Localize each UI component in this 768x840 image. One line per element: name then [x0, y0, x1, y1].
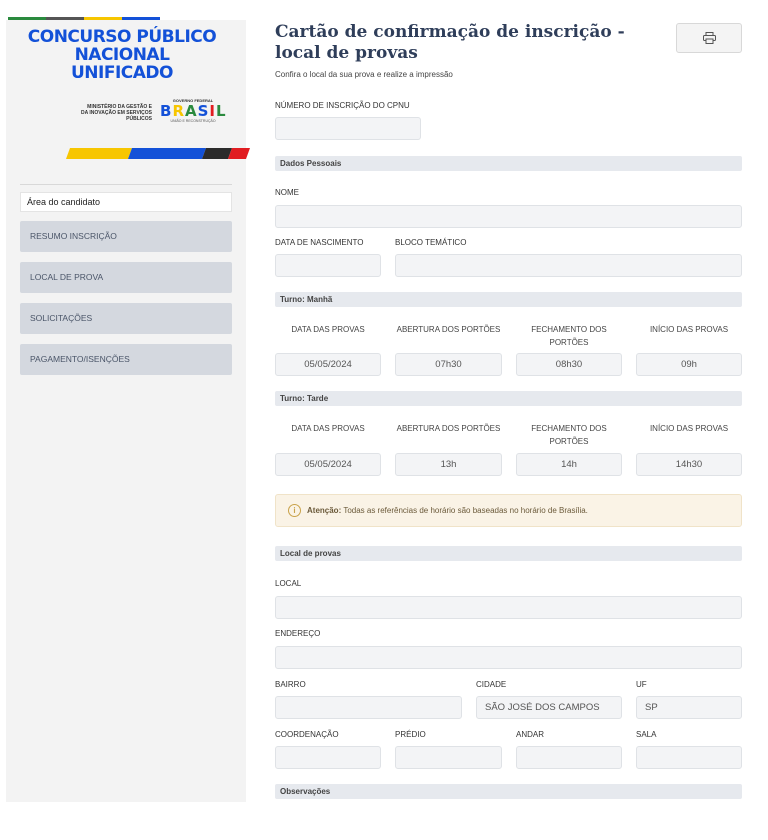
coordination-field: [275, 746, 381, 769]
afternoon-gates-open-value: 13h: [395, 453, 502, 476]
bar-segment: [66, 148, 132, 159]
gov-logo-word: [160, 103, 226, 119]
gov-letter: A: [185, 102, 198, 120]
building-field: [395, 746, 502, 769]
printer-icon: [703, 32, 716, 44]
gov-letter: B: [160, 102, 173, 120]
sidebar-item-resumo-inscricao[interactable]: RESUMO INSCRIÇÃO: [20, 221, 232, 252]
brand-title-line1: CONCURSO PÚBLICO: [27, 27, 217, 47]
name-field: [275, 205, 742, 228]
morning-gates-close-value: 08h30: [516, 353, 622, 376]
afternoon-start-header: INÍCIO DAS PROVAS: [649, 424, 729, 433]
floor-field: [516, 746, 622, 769]
address-label: ENDEREÇO: [275, 629, 321, 638]
district-field: [275, 696, 462, 719]
gov-logo-top: GOVERNO FEDERAL: [172, 98, 214, 103]
timezone-alert: [275, 494, 742, 527]
inscription-number-label: NÚMERO DE INSCRIÇÃO DO CPNU: [275, 101, 410, 110]
uf-label: UF: [636, 680, 647, 689]
room-label: SALA: [636, 730, 657, 739]
uf-field: SP: [636, 696, 742, 719]
address-field: [275, 646, 742, 669]
afternoon-date-header: DATA DAS PROVAS: [291, 424, 365, 433]
gov-logo-sub: UNIÃO E RECONSTRUÇÃO: [170, 119, 216, 123]
section-test-location: Local de provas: [275, 546, 742, 561]
info-icon: i: [288, 504, 301, 517]
brand-color-bar: [66, 148, 250, 159]
page-subtitle: Confira o local da sua prova e realize a impressão: [275, 70, 453, 79]
afternoon-date-value: 05/05/2024: [275, 453, 381, 476]
sidebar-divider: [20, 184, 232, 185]
floor-label: ANDAR: [516, 730, 545, 739]
morning-gates-close-header: FECHAMENTO DOS PORTÕES: [531, 325, 607, 347]
thematic-block-label: BLOCO TEMÁTICO: [395, 238, 467, 247]
sidebar-item-pagamento-isencoes[interactable]: PAGAMENTO/ISENÇÕES: [20, 344, 232, 375]
alert-bold: Atenção:: [307, 506, 342, 515]
alert-text: [307, 506, 588, 515]
morning-start-header: INÍCIO DAS PROVAS: [649, 325, 729, 334]
sidebar-item-local-de-prova[interactable]: LOCAL DE PROVA: [20, 262, 232, 293]
section-personal-data: Dados Pessoais: [275, 156, 742, 171]
bar-segment: [128, 148, 206, 159]
morning-date-header: DATA DAS PROVAS: [291, 325, 365, 334]
government-logos: [80, 98, 226, 128]
room-field: [636, 746, 742, 769]
gov-letter: R: [172, 102, 185, 120]
thematic-block-field: [395, 254, 742, 277]
sidebar-item-solicitacoes[interactable]: SOLICITAÇÕES: [20, 303, 232, 334]
gov-brasil-logo: [160, 98, 226, 128]
coordination-label: COORDENAÇÃO: [275, 730, 339, 739]
local-label: LOCAL: [275, 579, 302, 588]
brand-logo-title[interactable]: [22, 28, 222, 82]
name-label: NOME: [275, 188, 299, 197]
inscription-number-field: [275, 117, 421, 140]
ministry-name: MINISTÉRIO DA GESTÃO E DA INOVAÇÃO EM SERVIÇOS PÚBLICOS: [80, 104, 152, 122]
bar-segment: [228, 148, 250, 159]
city-label: CIDADE: [476, 680, 507, 689]
morning-date-value: 05/05/2024: [275, 353, 381, 376]
afternoon-gates-close-header: FECHAMENTO DOS PORTÕES: [531, 424, 607, 446]
gov-letter: S: [197, 102, 210, 120]
birth-date-field: [275, 254, 381, 277]
page-title: Cartão de confirmação de inscrição - local de provas: [275, 22, 625, 63]
local-field: [275, 596, 742, 619]
print-button[interactable]: [676, 23, 742, 53]
section-morning-shift: Turno: Manhã: [275, 292, 742, 307]
afternoon-start-value: 14h30: [636, 453, 742, 476]
city-field: SÃO JOSÉ DOS CAMPOS: [476, 696, 622, 719]
afternoon-gates-open-header: ABERTURA DOS PORTÕES: [396, 424, 501, 433]
building-label: PRÉDIO: [395, 730, 426, 739]
district-label: BAIRRO: [275, 680, 306, 689]
section-afternoon-shift: Turno: Tarde: [275, 391, 742, 406]
morning-gates-open-header: ABERTURA DOS PORTÕES: [396, 325, 501, 334]
gov-letter: I: [209, 102, 217, 120]
sidebar: [6, 20, 246, 802]
alert-message: Todas as referências de horário são baseadas no horário de Brasília.: [341, 506, 588, 515]
afternoon-gates-close-value: 14h: [516, 453, 622, 476]
brand-title-line2: NACIONAL UNIFICADO: [71, 45, 173, 83]
birth-date-label: DATA DE NASCIMENTO: [275, 238, 364, 247]
morning-start-value: 09h: [636, 353, 742, 376]
section-observations: Observações: [275, 784, 742, 799]
gov-letter: L: [216, 102, 227, 120]
morning-gates-open-value: 07h30: [395, 353, 502, 376]
candidate-area-label: Área do candidato: [20, 192, 232, 212]
